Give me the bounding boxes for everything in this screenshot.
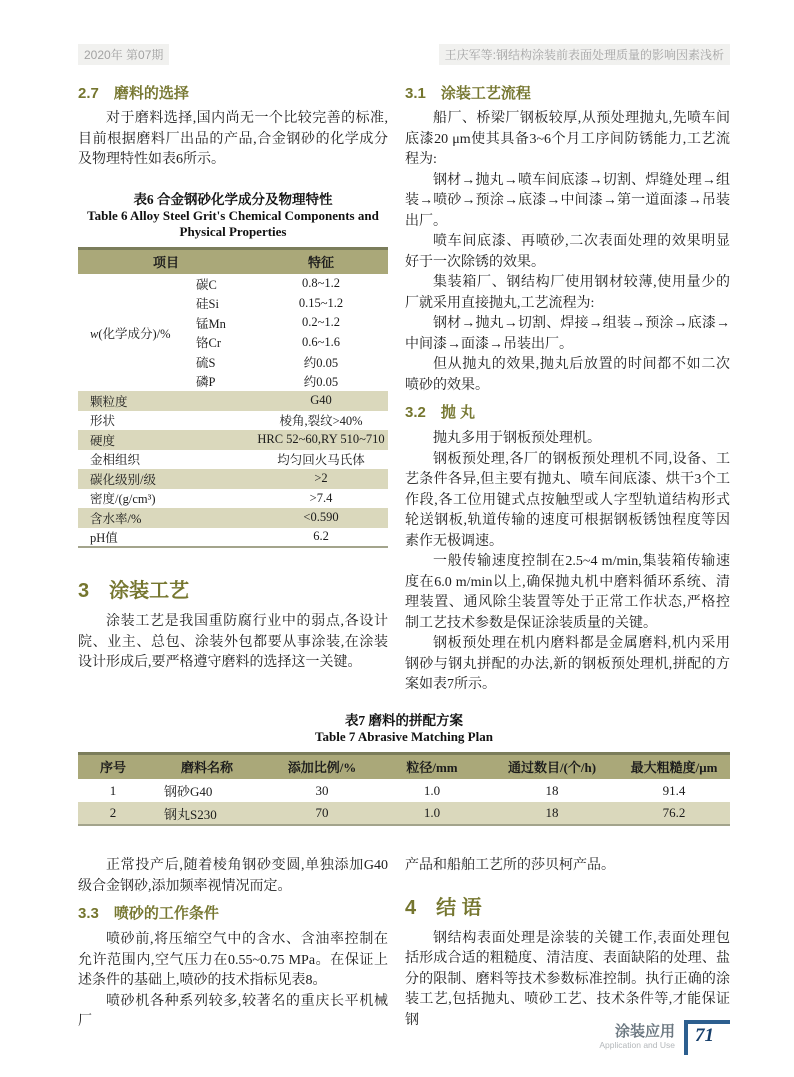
paragraph: 喷砂前,将压缩空气中的含水、含油率控制在允许范围内,空气压力在0.55~0.75 MPa。在保证上述条件的基础上,喷砂的技术指标见表8。 [78,932,388,988]
section-title: 结 语 [436,896,482,919]
cell: 1.0 [378,802,486,825]
cell: pH值 [90,530,118,545]
paragraph: 正常投产后,随着棱角钢砂变圆,单独添加G40级合金钢砂,添加频率视情况而定。 [78,858,388,894]
section-number: 3.1 [405,85,426,102]
cell: 颗粒度 [78,391,254,411]
cell: 碳化级别/级 [78,469,254,489]
cell: 密度/(g/cm³) [90,492,156,507]
page-number: 71 [695,1025,714,1046]
paragraph: 喷车间底漆、再喷砂,二次表面处理的效果明显好于一次除锈的效果。 [405,234,730,270]
section-heading-3-3 [78,903,388,925]
section-heading-4 [405,895,730,921]
cell: 0.15~1.2 [298,295,344,310]
table6-caption-en: Table 6 Alloy Steel Grit's Chemical Components and [87,207,379,223]
chem-label-rest: (化学成分)/% [98,326,171,341]
table-row [78,274,388,294]
cell: 棱角,裂纹>40% [279,414,363,429]
cell: 0.8~1.2 [301,276,340,291]
table6 [78,247,388,549]
section-title: 喷砂的工作条件 [113,905,219,922]
section-heading-2-7 [78,83,388,105]
running-title: 王庆军等:钢结构涂装前表面处理质量的影响因素浅析 [439,44,730,65]
cell: 钢丸S230 [148,802,266,825]
footer-label-cn: 涂装应用 [614,1023,675,1040]
cell: 碳C [196,277,217,292]
cell: 76.2 [618,802,730,825]
section-number: 2.7 [78,85,99,102]
paragraph: 产品和船舶工艺所的莎贝柯产品。 [405,858,615,873]
table-row [78,411,388,431]
cell: 硅Si [196,297,219,312]
bottom-columns [78,856,730,1033]
table7-header-row [78,753,730,779]
page-number-badge [684,1020,730,1055]
section-heading-3-1 [405,83,730,105]
section-number: 4 [405,896,417,919]
page-header [78,44,730,65]
table7-caption-cn: 表7 磨料的拼配方案 [344,712,464,728]
cell: G40 [254,391,388,411]
bottom-left-column [78,856,388,1033]
section-title: 涂装工艺 [109,580,190,602]
cell: 形状 [90,414,116,429]
section-title: 磨料的选择 [113,85,189,102]
chem-label-w: w [90,326,99,341]
cell: 2 [78,802,148,825]
table6-col-item: 项目 [78,248,254,274]
paragraph: 一般传输速度控制在2.5~4 m/min,集装箱传输速度在6.0 m/min以上,确保抛丸机中磨料循环系统、清理装置、通风除尘装置等处于正常工作状态,严格控制工艺技术参数是保证涂装质量的关键。 [405,554,730,631]
table-row [78,391,388,411]
cell: 含水率/% [78,508,254,528]
journal-issue: 2020年 第07期 [78,44,169,65]
paragraph: 对于磨料选择,国内尚无一个比较完善的标准,目前根据磨料厂出品的产品,合金钢砂的化学成分及物理特性如表6所示。 [78,111,388,167]
cell: 磷P [196,375,216,390]
cell: 硫S [196,355,216,370]
cell: 18 [486,802,618,825]
section-title: 抛 丸 [440,404,476,421]
left-column [78,83,388,674]
cell: 0.2~1.2 [301,315,340,330]
table-row [78,430,388,450]
main-columns [78,83,730,696]
cell: 70 [266,802,378,825]
paragraph: 钢板预处理在机内磨料都是金属磨料,机内采用钢砂与钢丸拼配的办法,新的钢板预处理机,拼配的方案如表7所示。 [405,636,730,692]
cell: >2 [254,469,388,489]
table-row [78,802,730,825]
paragraph: 但从抛丸的效果,抛丸后放置的时间都不如二次喷砂的效果。 [405,357,730,393]
right-column [405,83,730,696]
col-header: 粒径/mm [378,753,486,779]
table-row [78,508,388,528]
paragraph: 钢结构表面处理是涂装的关键工作,表面处理包括形成合适的粗糙度、清洁度、表面缺陷的处理、盐分的限制、磨料等技术参数标准控制。执行正确的涂装工艺,包括抛丸、喷砂工艺、技术条件等,才能保证钢 [405,930,730,1028]
section-title: 涂装工艺流程 [440,85,531,102]
cell: 约0.05 [303,375,339,390]
cell: 金相组织 [90,453,141,468]
page-footer [599,1020,730,1055]
cell: HRC 52~60,RY 510~710 [254,430,388,450]
cell: 锰Mn [196,316,226,331]
section-number: 3 [78,580,90,602]
col-header: 磨料名称 [148,753,266,779]
section-heading-3-2 [405,402,730,424]
col-header: 通过数目/(个/h) [486,753,618,779]
table7-caption [78,712,730,745]
table6-chem-label [78,274,196,391]
paragraph: 钢材→抛丸→喷车间底漆→切割、焊缝处理→组装→喷砂→预涂→底漆→中间漆→第一道面漆→吊装出厂。 [405,172,730,229]
section-heading-3 [78,578,388,604]
paragraph: 喷砂机各种系列较多,较著名的重庆长平机械厂 [78,993,388,1029]
section-number: 3.3 [78,905,99,922]
cell: 钢砂G40 [164,784,213,799]
footer-labels [599,1020,675,1051]
cell: <0.590 [254,508,388,528]
col-header: 添加比例/% [266,753,378,779]
cell: 6.2 [313,529,329,544]
table6-caption-cn: 表6 合金钢砂化学成分及物理特性 [133,191,333,207]
cell: 硬度 [78,430,254,450]
paragraph: 抛丸多用于钢板预处理机。 [433,431,601,446]
table-row [78,469,388,489]
cell: 1 [109,782,117,798]
table-row [78,450,388,470]
table6-caption-en2: Physical Properties [179,223,287,239]
cell: 0.6~1.6 [301,334,340,349]
cell: 约0.05 [303,355,339,370]
cell: 均匀回火马氏体 [277,453,365,468]
col-header: 序号 [78,753,148,779]
table7-section [78,712,730,827]
table7 [78,752,730,827]
paragraph: 涂装工艺是我国重防腐行业中的弱点,各设计院、业主、总包、涂装外包都要从事涂装,在涂装设计形成后,要严格遵守磨料的选择这一关键。 [78,614,388,670]
paragraph: 船厂、桥梁厂钢板较厚,从预处理抛丸,先喷车间底漆20 μm使其具备3~6个月工序间防锈能力,工艺流程为: [405,111,730,167]
cell: 91.4 [662,782,686,798]
cell: 18 [545,782,559,798]
col-header: 最大粗糙度/μm [618,753,730,779]
section-number: 3.2 [405,404,426,421]
footer-label-en: Application and Use [599,1040,675,1050]
paragraph: 钢材→抛丸→切割、焊接→组装→预涂→底漆→中间漆→面漆→吊装出厂。 [405,316,730,352]
table-row [78,489,388,509]
paragraph: 钢板预处理,各厂的钢板预处理机不同,设备、工艺条件各异,但主要有抛丸、喷车间底漆、烘干3个工作段,各工位用键式点按触型或人字型轨道结构形式轮送钢板,轨道传输的速度可根据钢板锈蚀程度等因素作无极调速。 [405,451,730,549]
cell: 30 [315,782,329,798]
cell: 1.0 [423,782,441,798]
paragraph: 集装箱厂、钢结构厂使用钢材较薄,使用量少的厂就采用直接抛丸,工艺流程为: [405,275,730,311]
table6-header-row [78,248,388,274]
cell: 铬Cr [196,336,222,351]
table-row [78,528,388,548]
cell: >7.4 [309,490,333,505]
bottom-right-column [405,856,730,1031]
table6-col-feature: 特征 [254,248,388,274]
table6-caption [78,191,388,240]
table7-caption-en: Table 7 Abrasive Matching Plan [315,728,493,744]
table-row [78,779,730,802]
